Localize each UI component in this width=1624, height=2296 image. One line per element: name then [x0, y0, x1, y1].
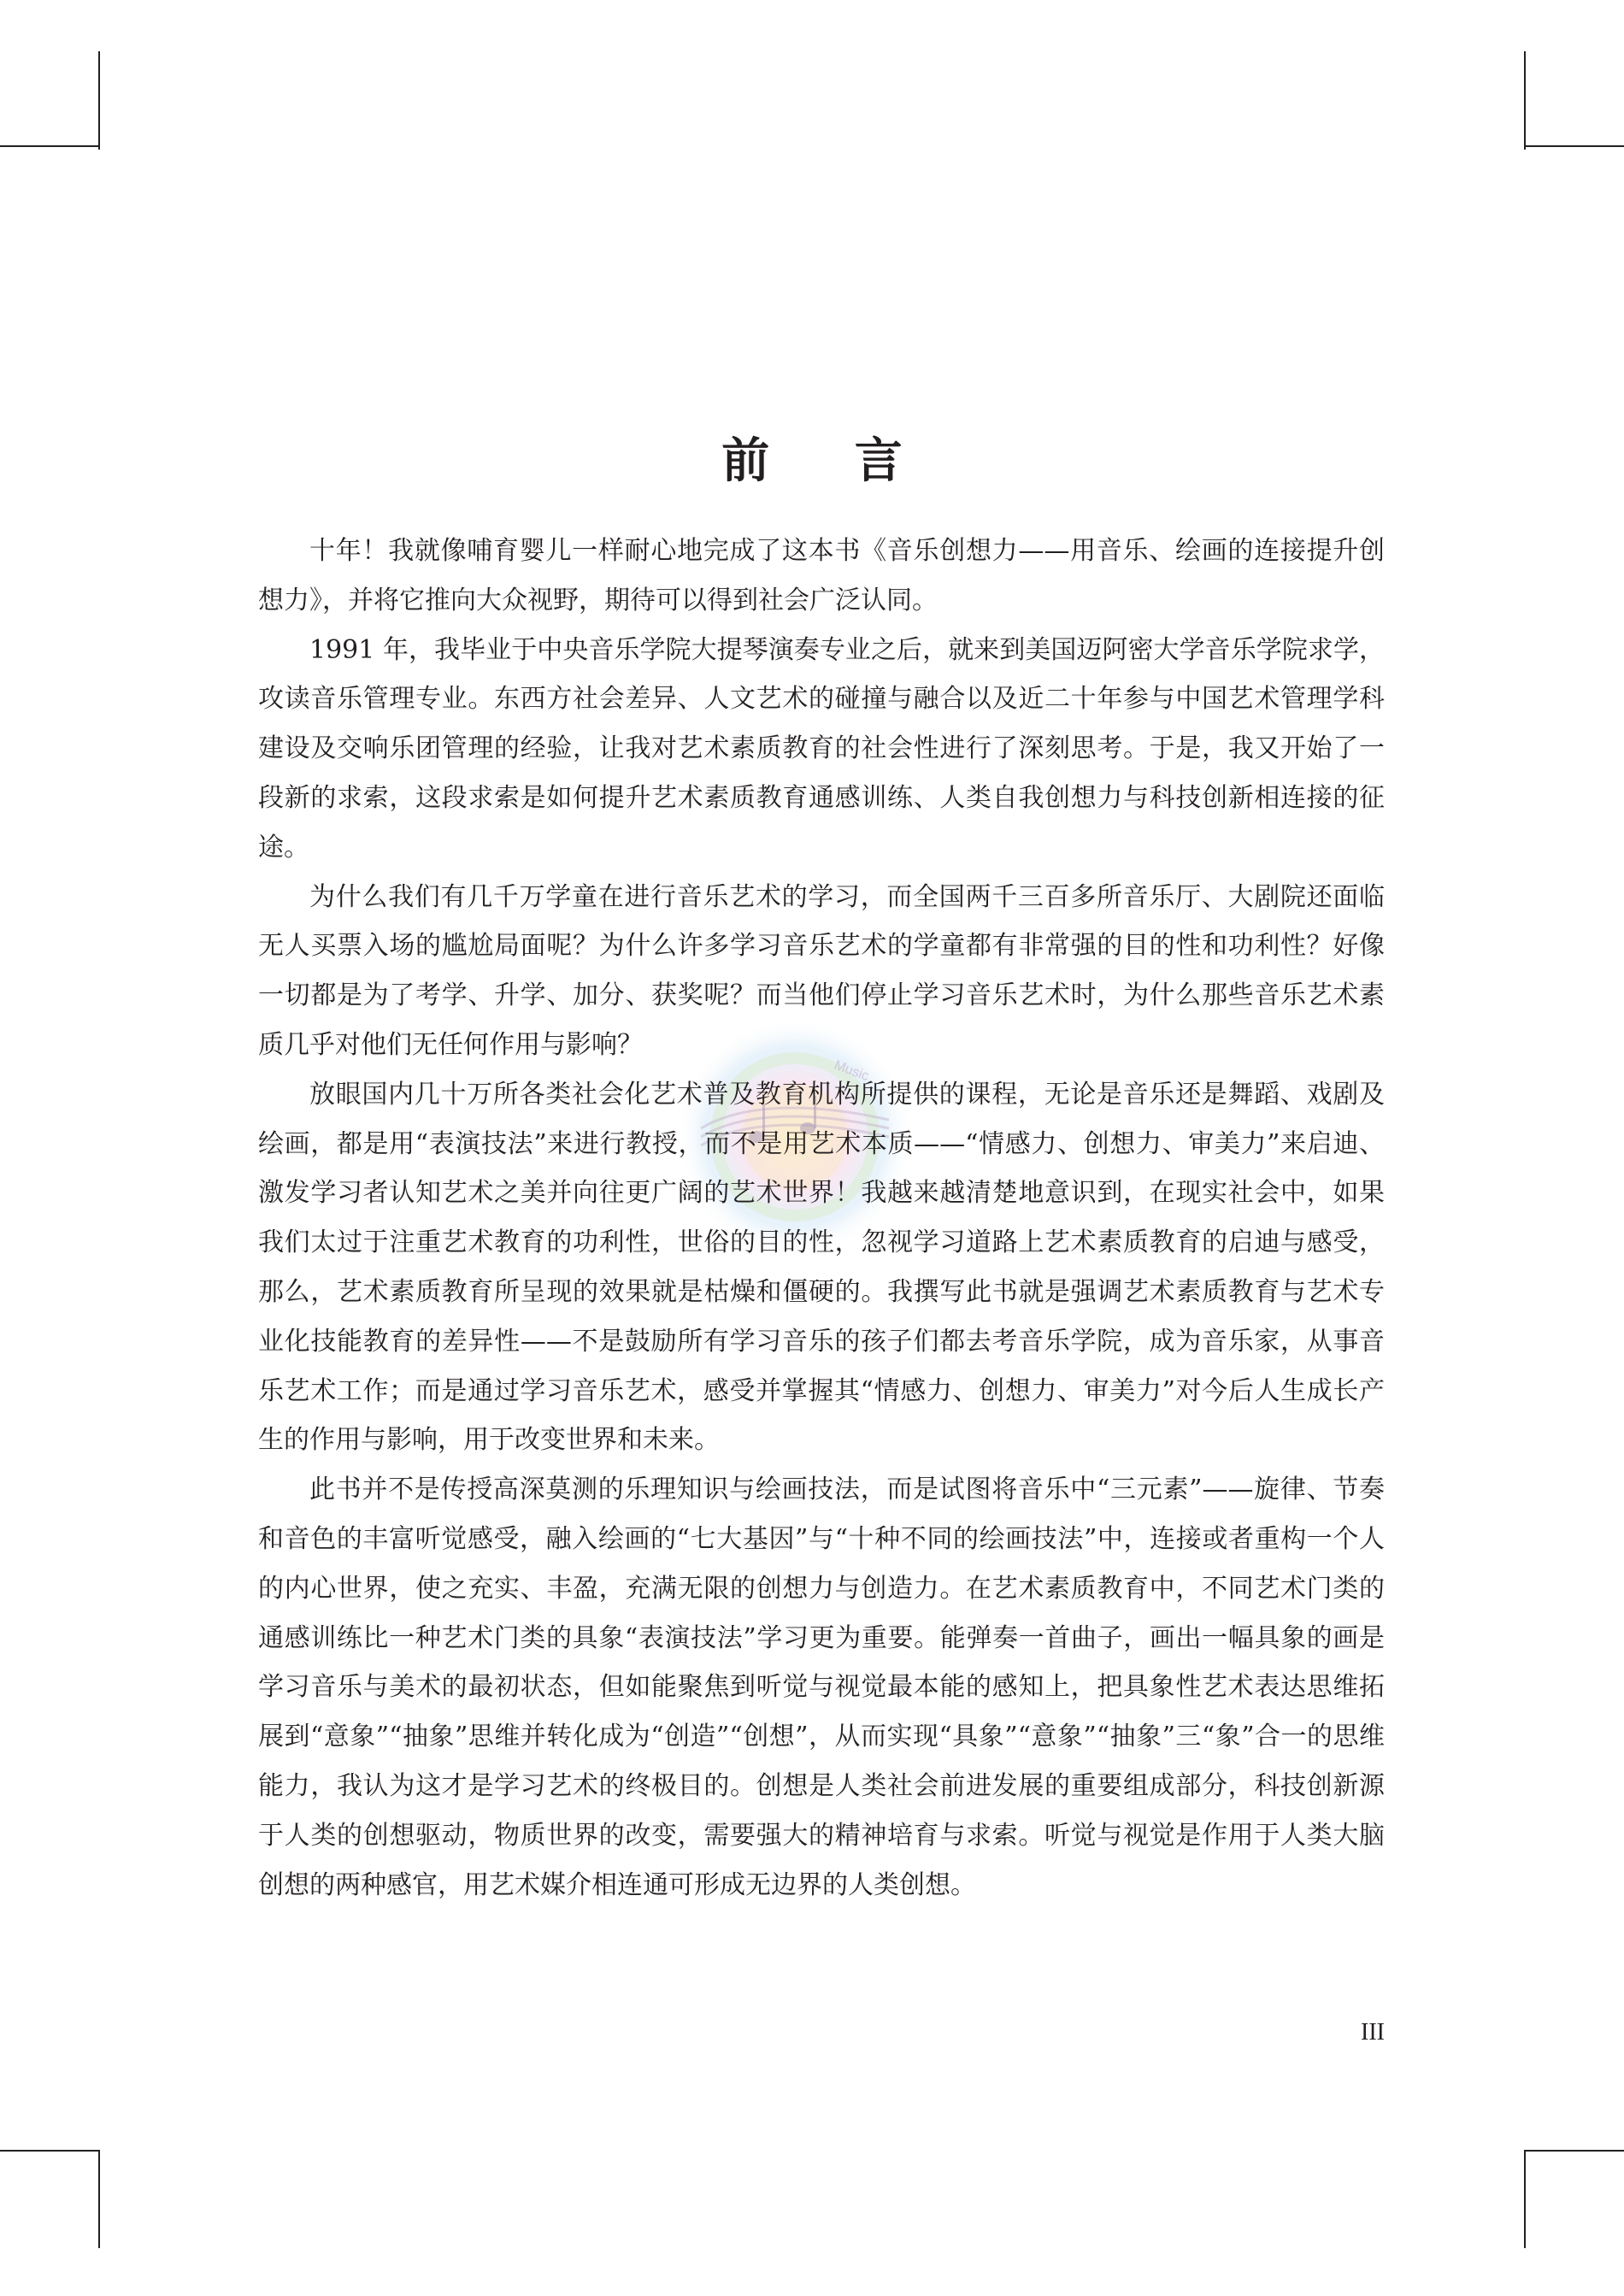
crop-mark-bottom-right-h	[1526, 2150, 1624, 2152]
paragraph-3: 为什么我们有几千万学童在进行音乐艺术的学习，而全国两千三百多所音乐厅、大剧院还面临无人买票入场的尴尬局面呢？为什么许多学习音乐艺术的学童都有非常强的目的性和功利性？好像一切都是为了考学、升学、加分、获奖呢？而当他们停止学习音乐艺术时，为什么那些音乐艺术素质几乎对他们无任何作用与影响？	[258, 881, 1385, 1060]
crop-mark-bottom-left-v	[98, 2150, 100, 2248]
crop-mark-top-left-h	[0, 145, 98, 147]
crop-mark-bottom-left-h	[0, 2150, 98, 2152]
paragraph-4: 放眼国内几十万所各类社会化艺术普及教育机构所提供的课程，无论是音乐还是舞蹈、戏剧及绘画，都是用“表演技法”来进行教授，而不是用艺术本质——“情感力、创想力、审美力”来启迪、激发学习者认知艺术之美并向往更广阔的艺术世界！我越来越清楚地意识到，在现实社会中，如果我们太过于注重艺术教育的功利性，世俗的目的性，忽视学习道路上艺术素质教育的启迪与感受，那么，艺术素质教育所呈现的效果就是枯燥和僵硬的。我撰写此书就是强调艺术素质教育与艺术专业化技能教育的差异性——不是鼓励所有学习音乐的孩子们都去考音乐学院，成为音乐家，从事音乐艺术工作；而是通过学习音乐艺术，感受并掌握其“情感力、创想力、审美力”对今后人生成长产生的作用与影响，用于改变世界和未来。	[258, 1079, 1385, 1456]
paragraph-1: 十年！我就像哺育婴儿一样耐心地完成了这本书《音乐创想力——用音乐、绘画的连接提升创想力》，并将它推向大众视野，期待可以得到社会广泛认同。	[258, 536, 1385, 615]
paragraph-5: 此书并不是传授高深莫测的乐理知识与绘画技法，而是试图将音乐中“三元素”——旋律、节奏和音色的丰富听觉感受，融入绘画的“七大基因”与“十种不同的绘画技法”中，连接或者重构一个人的内心世界，使之充实、丰盈，充满无限的创想力与创造力。在艺术素质教育中，不同艺术门类的通感训练比一种艺术门类的具象“表演技法”学习更为重要。能弹奏一首曲子，画出一幅具象的画是学习音乐与美术的最初状态，但如能聚焦到听觉与视觉最本能的感知上，把具象性艺术表达思维拓展到“意象”“抽象”思维并转化成为“创造”“创想”，从而实现“具象”“意象”“抽象”三“象”合一的思维能力，我认为这才是学习艺术的终极目的。创想是人类社会前进发展的重要组成部分，科技创新源于人类的创想驱动，物质世界的改变，需要强大的精神培育与求索。听觉与视觉是作用于人类大脑创想的两种感官，用艺术媒介相连通可形成无边界的人类创想。	[258, 1475, 1385, 1900]
page-title: 前 言	[721, 433, 937, 489]
body-text	[258, 527, 1385, 1910]
svg-text:Music: Music	[832, 1057, 871, 1085]
crop-mark-top-right-h	[1526, 145, 1624, 147]
crop-mark-top-right-v	[1524, 51, 1526, 150]
crop-mark-bottom-right-v	[1524, 2150, 1526, 2248]
page-number: III	[1361, 2019, 1385, 2046]
crop-mark-top-left-v	[98, 51, 100, 150]
paragraph-2: 1991 年，我毕业于中央音乐学院大提琴演奏专业之后，就来到美国迈阿密大学音乐学院求学，攻读音乐管理专业。东西方社会差异、人文艺术的碰撞与融合以及近二十年参与中国艺术管理学科建设及交响乐团管理的经验，让我对艺术素质教育的社会性进行了深刻思考。于是，我又开始了一段新的求索，这段求索是如何提升艺术素质教育通感训练、人类自我创想力与科技创新相连接的征途。	[258, 634, 1385, 862]
